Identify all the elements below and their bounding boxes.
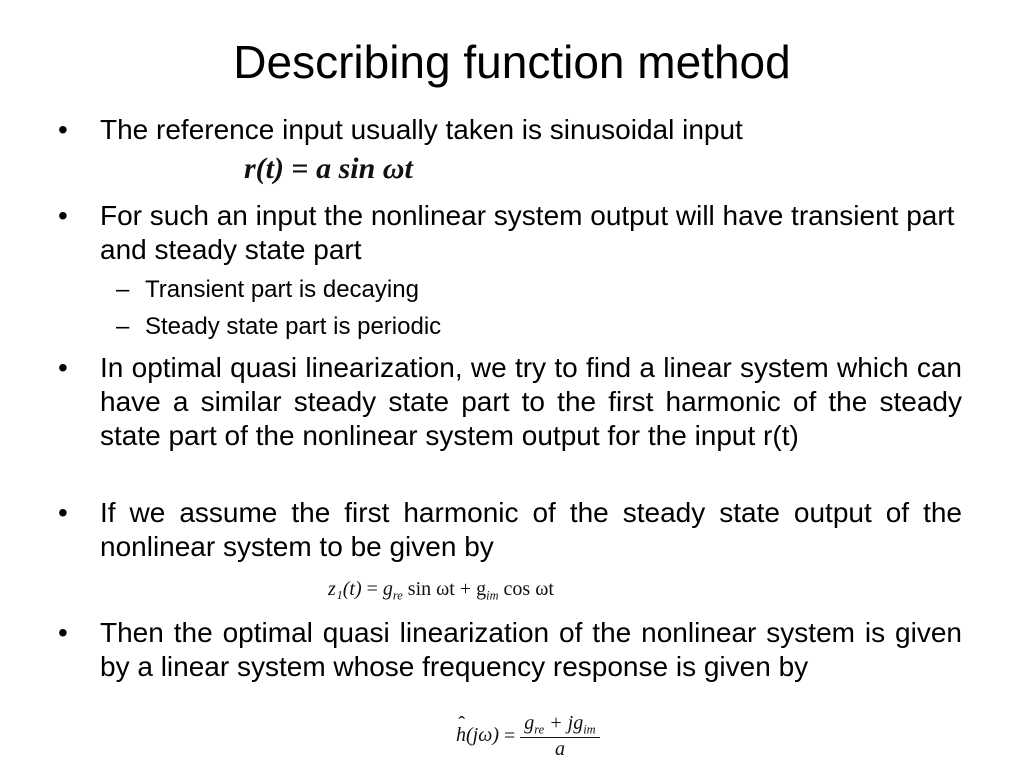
equals-sign: = [291, 152, 317, 185]
coefficient-g: g [524, 712, 535, 734]
subscript-re: re [392, 588, 403, 603]
fraction [520, 712, 599, 761]
coefficient-g: g [382, 578, 393, 600]
subscript-re: re [534, 722, 545, 737]
frequency-argument: (jω) [466, 724, 499, 747]
bullet-marker: • [58, 114, 68, 145]
equation-input [244, 152, 413, 186]
bullet-item [58, 616, 962, 684]
h-hat: ˆ h [456, 724, 466, 747]
fraction-denominator [520, 738, 599, 761]
amplitude-a: a [554, 737, 565, 760]
sub-bullet-text: Transient part is decaying [145, 276, 419, 303]
bullet-item [58, 113, 962, 147]
subscript-im: im [583, 722, 596, 737]
bullet-text: In optimal quasi linearization, we try to find a linear system which can have a similar steady state part to the first harmonic of the steady state part of the nonlinear system output for the input r(t) [100, 352, 962, 451]
bullet-text: If we assume the first harmonic of the steady state output of the nonlinear system to be given by [100, 497, 962, 562]
equation-input-rhs: a sin ωt [316, 152, 413, 185]
fraction-numerator [520, 712, 599, 738]
bullet-text: For such an input the nonlinear system output will have transient part and steady state part [100, 200, 955, 265]
equation-harmonic [328, 578, 554, 603]
sub-bullet-marker: – [116, 313, 130, 340]
bullet-item [58, 496, 962, 564]
bullet-text: Then the optimal quasi linearization of the nonlinear system is given by a linear system whose frequency response is given by [100, 617, 962, 682]
equation-frequency-response [456, 712, 600, 761]
equals-sign: = [366, 578, 383, 600]
subscript-im: im [486, 588, 499, 603]
bullet-marker: • [58, 352, 68, 383]
sub-bullet-item [116, 312, 962, 342]
equals-sign: = [504, 724, 521, 747]
bullet-marker: • [58, 617, 68, 648]
bullet-item [58, 199, 962, 267]
harmonic-term: sin ωt + g [407, 578, 487, 600]
sub-bullet-text: Steady state part is periodic [145, 313, 442, 340]
equation-harmonic-lhs: z₁(t) [328, 578, 362, 600]
imaginary-term: + jg [544, 712, 584, 734]
slide-title: Describing function method [233, 36, 791, 88]
equation-input-lhs: r(t) [244, 152, 284, 185]
bullet-item [58, 351, 962, 453]
bullet-marker: • [58, 497, 68, 528]
harmonic-term: cos ωt [503, 578, 554, 600]
sub-bullet-marker: – [116, 276, 130, 303]
bullet-text: The reference input usually taken is sinusoidal input [100, 114, 743, 145]
sub-bullet-item [116, 275, 962, 305]
bullet-marker: • [58, 200, 68, 231]
